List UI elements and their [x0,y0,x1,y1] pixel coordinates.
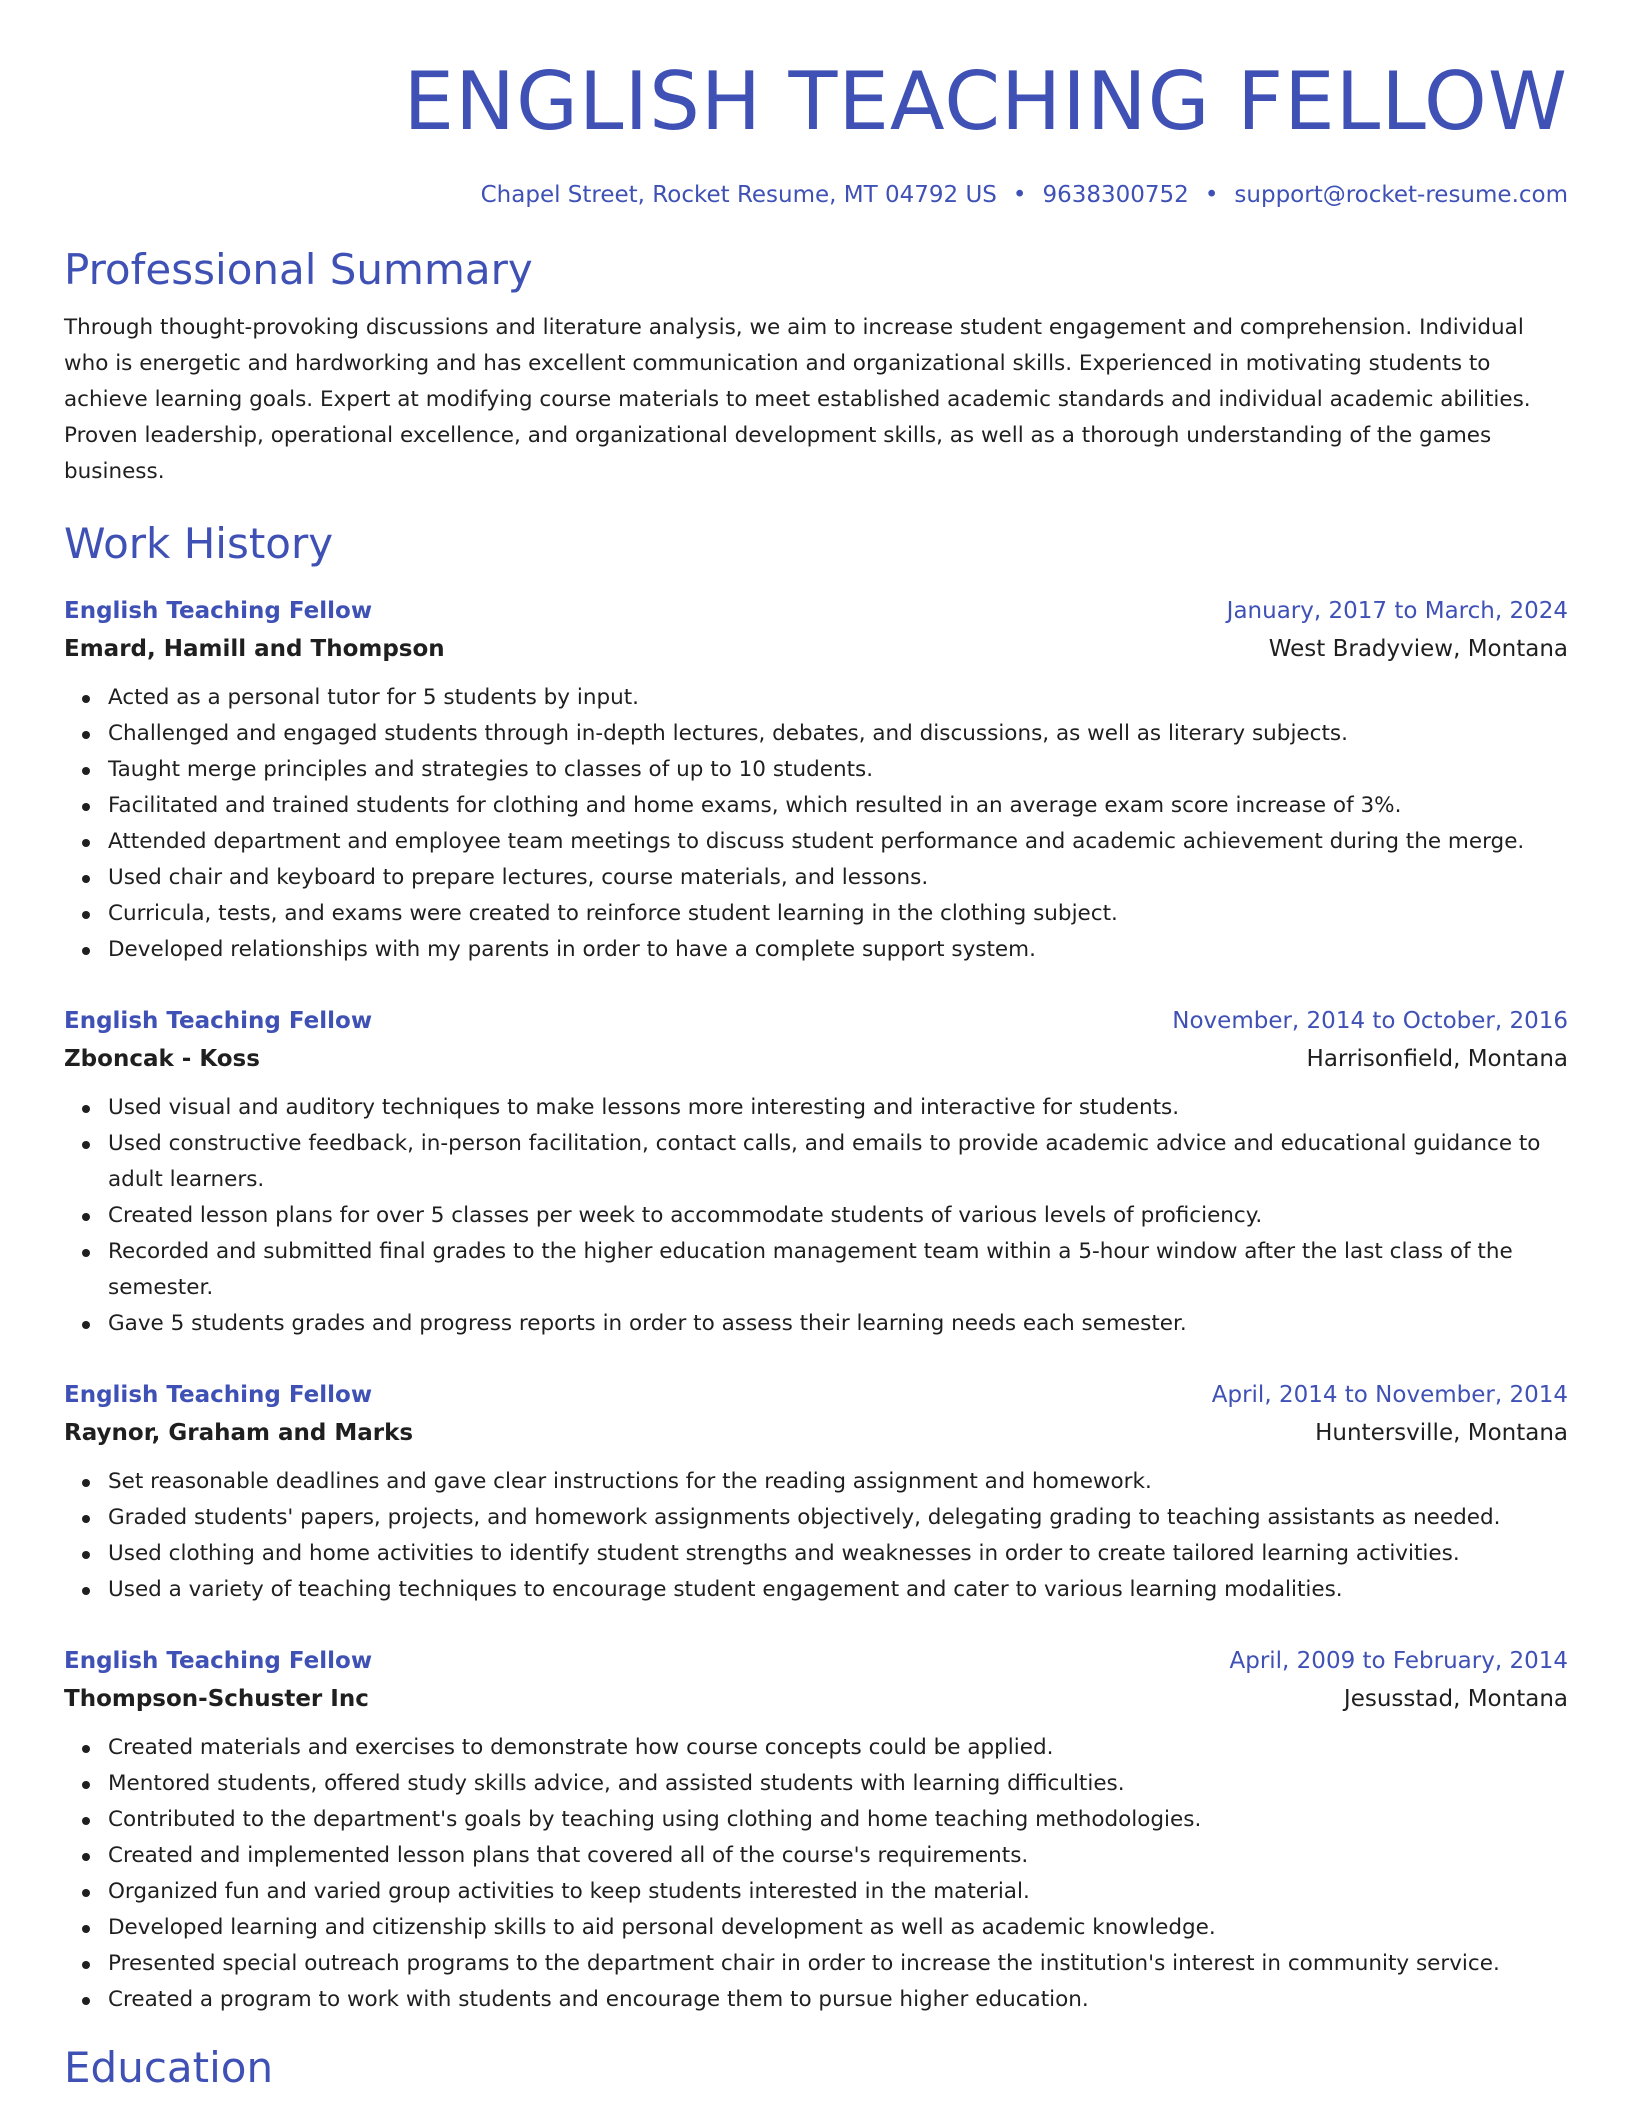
job-bullet: Graded students' papers, projects, and homework assignments objectively, delegating grading to teaching assistants as needed. [108,1500,1568,1536]
professional-summary-section [64,244,1568,490]
job-bullet: Challenged and engaged students through in-depth lectures, debates, and discussions, as well as literary subjects. [108,716,1568,752]
contact-address: Chapel Street, Rocket Resume, MT 04792 US [480,182,997,208]
job-entry [64,592,1568,968]
contact-phone: 9638300752 [1042,182,1189,208]
job-bullet-list [64,1730,1568,2018]
job-title: English Teaching Fellow [64,1648,373,1674]
job-title: English Teaching Fellow [64,598,373,624]
job-location: Huntersville, Montana [1315,1420,1568,1446]
job-location: West Bradyview, Montana [1268,636,1568,662]
job-company-row [64,1414,1568,1452]
job-dates: January, 2017 to March, 2024 [1226,598,1568,624]
job-bullet: Mentored students, offered study skills advice, and assisted students with learning difficulties. [108,1766,1568,1802]
job-bullet: Curricula, tests, and exams were created to reinforce student learning in the clothing subject. [108,896,1568,932]
job-bullet: Used visual and auditory techniques to make lessons more interesting and interactive for students. [108,1090,1568,1126]
job-company-row [64,630,1568,668]
job-title-row [64,1642,1568,1680]
education-section [64,2042,1568,2094]
job-entry [64,1002,1568,1342]
section-title-education: Education [64,2043,274,2092]
job-dates: November, 2014 to October, 2016 [1172,1008,1568,1034]
job-bullet: Used constructive feedback, in-person facilitation, contact calls, and emails to provide academic advice and educational guidance to adult learners. [108,1126,1568,1198]
job-dates: April, 2009 to February, 2014 [1229,1648,1568,1674]
section-title-work-history: Work History [64,519,334,568]
job-bullet: Contributed to the department's goals by teaching using clothing and home teaching methodologies. [108,1802,1568,1838]
contact-separator: • [1204,182,1219,208]
job-company: Zboncak - Koss [64,1046,260,1072]
job-bullet: Used chair and keyboard to prepare lectures, course materials, and lessons. [108,860,1568,896]
job-title-row [64,1376,1568,1414]
job-title-row [64,1002,1568,1040]
job-bullet: Created a program to work with students and encourage them to pursue higher education. [108,1982,1568,2018]
job-bullet: Acted as a personal tutor for 5 students by input. [108,680,1568,716]
contact-line [64,180,1568,210]
job-bullet: Created materials and exercises to demonstrate how course concepts could be applied. [108,1730,1568,1766]
job-bullet: Presented special outreach programs to the department chair in order to increase the institution's interest in community service. [108,1946,1568,1982]
job-bullet: Gave 5 students grades and progress reports in order to assess their learning needs each semester. [108,1306,1568,1342]
job-bullet: Used a variety of teaching techniques to encourage student engagement and cater to various learning modalities. [108,1572,1568,1608]
job-company-row [64,1680,1568,1718]
candidate-name: ENGLISH TEACHING FELLOW [403,55,1568,148]
job-bullet: Taught merge principles and strategies to classes of up to 10 students. [108,752,1568,788]
job-bullet: Developed relationships with my parents in order to have a complete support system. [108,932,1568,968]
job-company: Raynor, Graham and Marks [64,1420,414,1446]
job-title-row [64,592,1568,630]
section-title-summary: Professional Summary [64,245,533,294]
job-bullet: Created lesson plans for over 5 classes per week to accommodate students of various levels of proficiency. [108,1198,1568,1234]
job-bullet: Developed learning and citizenship skills to aid personal development as well as academic knowledge. [108,1910,1568,1946]
contact-email[interactable]: support@rocket-resume.com [1234,182,1568,208]
job-location: Harrisonfield, Montana [1306,1046,1568,1072]
job-entry [64,1642,1568,2018]
job-title: English Teaching Fellow [64,1382,373,1408]
job-bullet: Facilitated and trained students for clothing and home exams, which resulted in an average exam score increase of 3%. [108,788,1568,824]
job-bullet: Created and implemented lesson plans that covered all of the course's requirements. [108,1838,1568,1874]
job-entry [64,1376,1568,1608]
job-location: Jesusstad, Montana [1343,1686,1568,1712]
job-bullet-list [64,1464,1568,1608]
job-title: English Teaching Fellow [64,1008,373,1034]
job-bullet: Organized fun and varied group activities to keep students interested in the material. [108,1874,1568,1910]
job-bullet-list [64,680,1568,968]
job-bullet: Recorded and submitted final grades to the higher education management team within a 5-hour window after the last class of the semester. [108,1234,1568,1306]
work-history-section [64,518,1568,2018]
summary-text: Through thought-provoking discussions and literature analysis, we aim to increase student engagement and comprehension. Individual who is energetic and hardworking and has excellent communication and organizational skills. Experienced in motivating students to achieve learning goals. Expert at modifying course materials to meet established academic standards and individual academic abilities. Proven leadership, operational excellence, and organizational development skills, as well as a thorough understanding of the games business. [64,315,1531,484]
job-company: Emard, Hamill and Thompson [64,636,445,662]
job-bullet: Set reasonable deadlines and gave clear instructions for the reading assignment and homework. [108,1464,1568,1500]
contact-separator: • [1012,182,1027,208]
job-dates: April, 2014 to November, 2014 [1211,1382,1568,1408]
job-company: Thompson-Schuster Inc [64,1686,369,1712]
job-list [64,592,1568,2018]
job-company-row [64,1040,1568,1078]
job-bullet-list [64,1090,1568,1342]
job-bullet: Used clothing and home activities to identify student strengths and weaknesses in order to create tailored learning activities. [108,1536,1568,1572]
resume-header [64,52,1568,210]
job-bullet: Attended department and employee team meetings to discuss student performance and academic achievement during the merge. [108,824,1568,860]
